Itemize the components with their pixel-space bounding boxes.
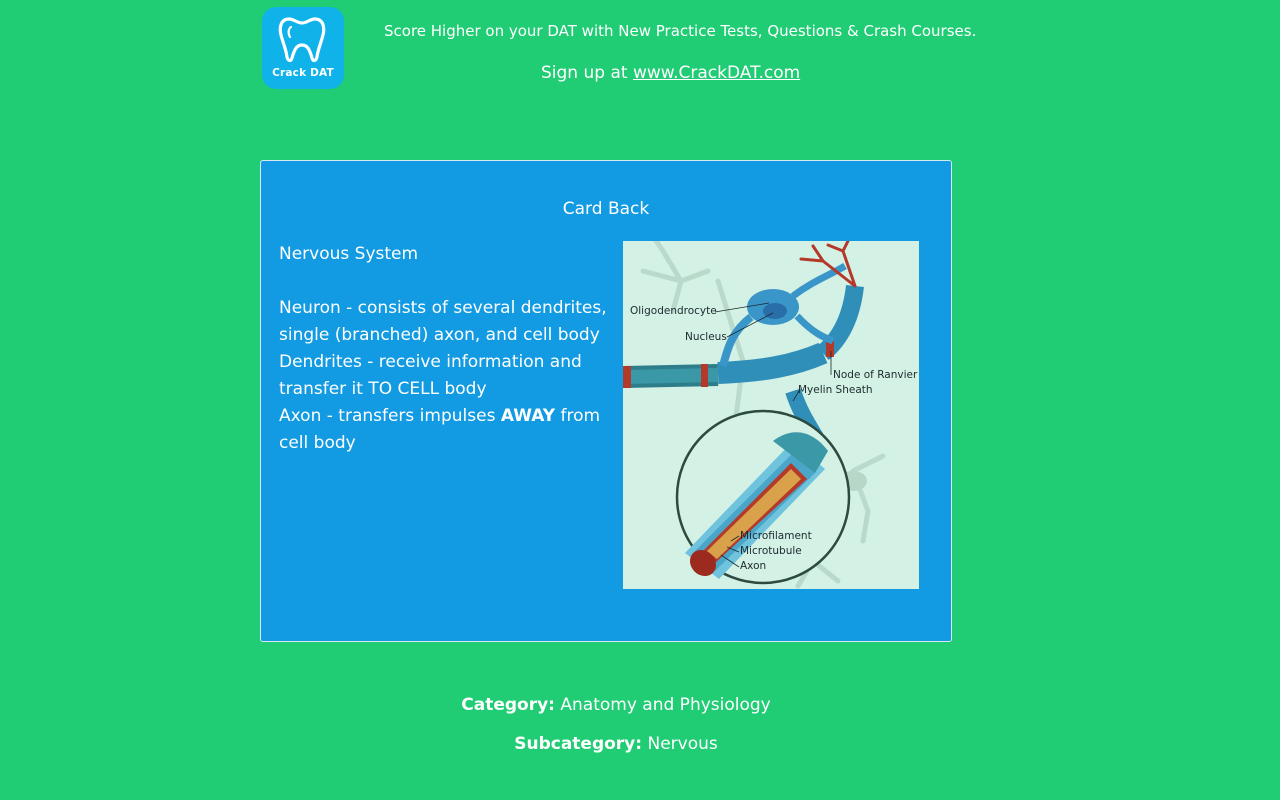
category-label: Category: bbox=[461, 695, 555, 715]
axon-emphasis: AWAY bbox=[500, 406, 556, 426]
card-text bbox=[279, 241, 619, 457]
card-line-neuron: Neuron - consists of several dendrites, single (branched) axon, and cell body bbox=[279, 298, 607, 345]
signup-line bbox=[541, 63, 800, 83]
neuron-diagram bbox=[623, 241, 919, 589]
signup-link[interactable]: www.CrackDAT.com bbox=[632, 63, 801, 83]
label-node-of-ranvier: Node of Ranvier bbox=[833, 369, 918, 381]
axon-prefix: Axon - transfers impulses bbox=[279, 406, 501, 426]
category-value: Anatomy and Physiology bbox=[554, 695, 771, 715]
subcategory-label: Subcategory: bbox=[514, 734, 643, 754]
crack-dat-logo[interactable] bbox=[262, 7, 344, 89]
card-title: Card Back bbox=[562, 199, 650, 219]
label-oligodendrocyte: Oligodendrocyte bbox=[630, 305, 717, 317]
flashcard-back bbox=[260, 160, 952, 642]
label-axon: Axon bbox=[740, 560, 767, 572]
category-line bbox=[0, 695, 1232, 715]
subcategory-value: Nervous bbox=[642, 734, 718, 754]
label-microfilament: Microfilament bbox=[740, 530, 812, 542]
card-heading: Nervous System bbox=[279, 244, 419, 264]
subcategory-line bbox=[0, 734, 1232, 754]
tagline: Score Higher on your DAT with New Practice Tests, Questions & Crash Courses. bbox=[384, 22, 977, 40]
label-nucleus: Nucleus bbox=[685, 331, 727, 343]
card-line-axon bbox=[279, 403, 619, 457]
signup-prefix: Sign up at bbox=[541, 63, 633, 83]
logo-text: Crack DAT bbox=[272, 67, 334, 79]
axon-suffix: from cell body bbox=[279, 406, 601, 453]
label-myelin-sheath: Myelin Sheath bbox=[798, 384, 873, 396]
card-line-dendrites: Dendrites - receive information and transfer it TO CELL body bbox=[279, 352, 582, 399]
label-microtubule: Microtubule bbox=[740, 545, 802, 557]
